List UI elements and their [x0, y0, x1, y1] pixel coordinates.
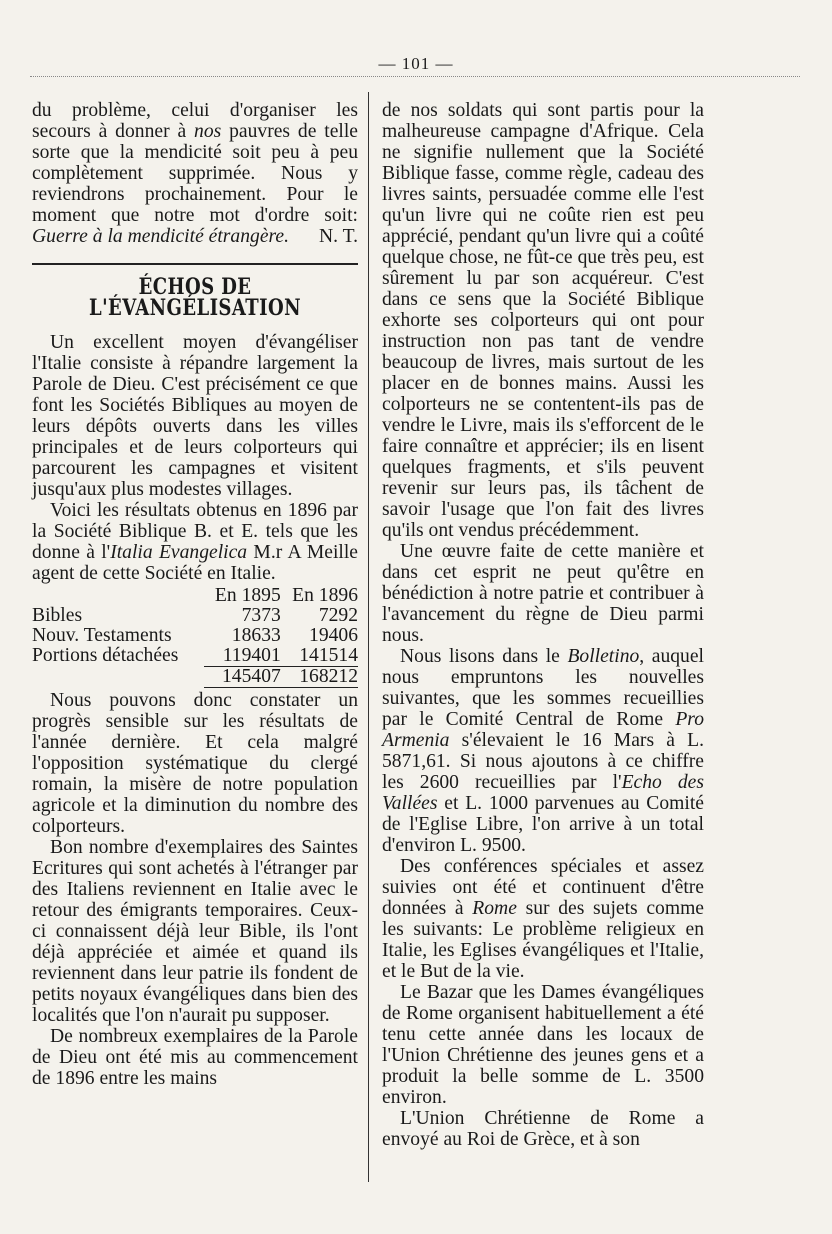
signature: N. T.	[318, 226, 358, 247]
row-label: Bibles	[32, 605, 83, 626]
paragraph	[32, 100, 358, 247]
paragraph: Bon nombre d'exemplaires des Saintes Ecritures qui sont achetés à l'étranger par des Italiens reviennent en Italie avec le retour des émigrants temporaires. Ceux-ci connaissent déjà leur Bible, ils l'ont déjà appréciée et aimée et quand ils reviennent dans leur patrie ils fondent de petits noyaux évangéliques dans bien des localités que l'on n'aurait pu supposer.	[32, 837, 358, 1026]
italic-text: nos	[194, 121, 222, 142]
italic-text: Bolletino	[567, 646, 640, 667]
column-header: En 1896	[292, 585, 358, 606]
cell-1896: 141514	[281, 646, 358, 667]
table-row	[32, 626, 358, 646]
text-run: , auquel nous empruntons les nouvelles suivantes, que les sommes recueillies par le Comité Central de Rome	[382, 646, 704, 730]
statistics-table	[32, 586, 358, 688]
text-run: Des conférences spéciales et assez suivies ont été et continuent d'être données à	[382, 856, 704, 919]
text-run: M.r A Meille agent de cette Société en Italie.	[32, 542, 359, 584]
cell-1895: 119401	[204, 646, 281, 667]
text-run: Nous lisons dans le	[400, 646, 568, 667]
header-rule	[30, 76, 800, 77]
paragraph	[32, 500, 358, 584]
italic-text: Rome	[472, 898, 517, 919]
table-row	[32, 646, 358, 667]
paragraph: Le Bazar que les Dames évangéliques de Rome organisent habituellement a été tenu cette année dans les locaux de l'Union Chrétienne des jeunes gens et a produit la belle somme de L. 3500 environ.	[382, 982, 704, 1108]
total-1895: 145407	[204, 667, 281, 688]
table-total-row	[32, 667, 358, 688]
paragraph: De nombreux exemplaires de la Parole de Dieu ont été mis au commencement de 1896 entre les mains	[32, 1026, 358, 1089]
section-heading	[32, 263, 358, 320]
table-header-row	[32, 586, 358, 606]
paragraph: L'Union Chrétienne de Rome a envoyé au Roi de Grèce, et à son	[382, 1108, 704, 1150]
table-row	[32, 606, 358, 626]
italic-text: Guerre à la mendicité étrangère.	[32, 226, 290, 247]
page-number: — 101 —	[378, 54, 454, 73]
column-header: En 1895	[214, 585, 281, 606]
column-divider	[368, 92, 369, 1182]
left-column	[32, 100, 358, 1089]
text-run: et L. 1000 parvenues au Comité de l'Eglise Libre, l'on arrive à un total d'environ L. 9500.	[382, 793, 704, 856]
italic-text: Echo des Vallées	[382, 772, 704, 814]
paragraph: Nous pouvons donc constater un progrès sensible sur les résultats de l'année dernière. Et cela malgré l'opposition systématique du clergé romain, la misère de notre population agricole et la diminution du nombre des colporteurs.	[32, 690, 358, 837]
row-label: Portions détachées	[32, 645, 179, 667]
paragraph: Un excellent moyen d'évangéliser l'Italie consiste à répandre largement la Parole de Dieu. C'est précisément ce que font les Sociétés Bibliques au moyen de leurs dépôts ouverts dans les villes principales et de leurs colporteurs qui parcourent les campagnes et visitent jusqu'aux plus modestes villages.	[32, 332, 358, 500]
row-label: Nouv. Testaments	[32, 625, 172, 646]
cell-1896: 19406	[309, 625, 358, 646]
text-run: s'élevaient le 16 Mars à L. 5871,61. Si nous ajoutons à ce chiffre les 2600 recueillies par l'	[382, 730, 704, 793]
paragraph: de nos soldats qui sont partis pour la malheureuse campagne d'Afrique. Cela ne signifie nullement que la Société Biblique fasse, comme règle, cadeau des livres saints, persuadée comme elle l'est qu'un livre qui ne coûte rien est peu apprécié, pendant qu'un livre qui a coûté quelque chose, ne fût-ce que très peu, est sûrement lu par son acquéreur. C'est dans ce sens que la Société Biblique exhorte ses colporteurs qui ont pour instruction non pas tant de vendre beaucoup de livres, mais surtout de les placer en de bonnes mains. Aussi les colporteurs ne se contentent-ils pas de vendre le Livre, mais ils s'efforcent de le faire connaître et apprécier; ils en lisent quelques fragments, et s'ils peuvent revenir sur leurs pas, ils tâchent de savoir l'usage que l'on fait des livres qu'ils ont vendus précédemment.	[382, 100, 704, 541]
cell-1895: 7373	[241, 605, 281, 626]
paragraph	[382, 856, 704, 982]
section-title: ÉCHOS DE L'ÉVANGÉLISATION	[89, 274, 301, 321]
cell-1895: 18633	[231, 625, 281, 646]
text-run: Voici les résultats obtenus en 1896 par la Société Biblique B. et E. tels que les donne à l'	[32, 500, 358, 563]
text-run: du problème, celui d'organiser les secours à donner à	[32, 100, 358, 142]
text-run: pauvres de telle sorte que la mendicité soit peu à peu complètement supprimée. Nous y reviendrons prochainement. Pour le moment que notre mot d'ordre soit:	[32, 121, 358, 226]
right-column	[382, 100, 704, 1150]
italic-text: Pro Armenia	[382, 709, 704, 751]
italic-text: Italia Evangelica	[110, 542, 248, 563]
text-run: sur des sujets comme les suivants: Le problème religieux en Italie, les Eglises évangéliques et l'Italie, et le But de la vie.	[382, 898, 705, 982]
cell-1896: 7292	[318, 605, 358, 626]
total-1896: 168212	[281, 667, 358, 688]
paragraph	[382, 646, 704, 856]
paragraph: Une œuvre faite de cette manière et dans cet esprit ne peut qu'être en bénédiction à notre patrie et contribuer à l'avancement du règne de Dieu parmi nous.	[382, 541, 704, 646]
